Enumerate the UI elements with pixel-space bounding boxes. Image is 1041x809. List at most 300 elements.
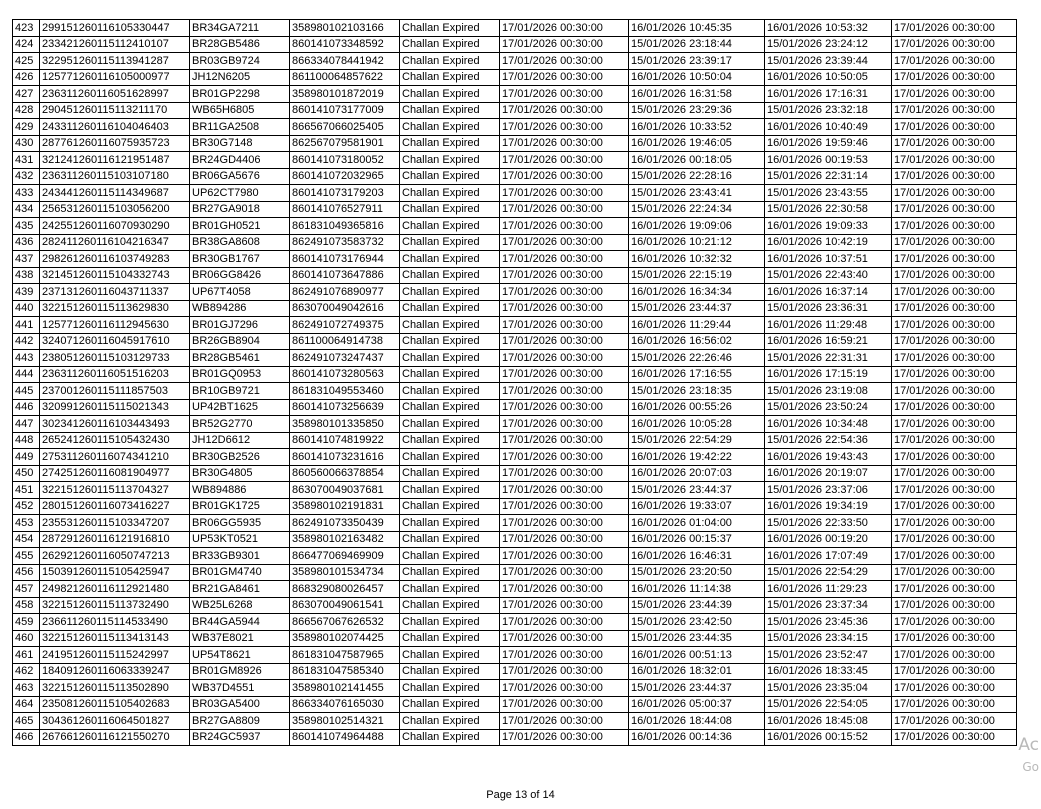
status-cell: Challan Expired	[400, 102, 500, 119]
end-time-cell: 16/01/2026 18:45:08	[765, 713, 892, 730]
start-time-cell: 16/01/2026 10:50:04	[629, 69, 765, 86]
expiry-time-cell: 17/01/2026 00:30:00	[500, 465, 629, 482]
vehicle-number-cell: WB65H6805	[190, 102, 290, 119]
row-number-cell: 428	[13, 102, 40, 119]
status-cell: Challan Expired	[400, 515, 500, 532]
end-time-cell: 16/01/2026 19:09:33	[765, 218, 892, 235]
table-row	[13, 218, 1017, 235]
challan-number-cell: 324071260116045917610	[40, 333, 190, 350]
closed-time-cell: 17/01/2026 00:30:00	[892, 713, 1017, 730]
status-cell: Challan Expired	[400, 53, 500, 70]
end-time-cell: 16/01/2026 19:43:43	[765, 449, 892, 466]
vehicle-number-cell: UP62CT7980	[190, 185, 290, 202]
closed-time-cell: 17/01/2026 00:30:00	[892, 20, 1017, 37]
start-time-cell: 15/01/2026 22:28:16	[629, 168, 765, 185]
device-imei-cell: 860141072032965	[290, 168, 400, 185]
challan-number-cell: 237131260116043711337	[40, 284, 190, 301]
table-row	[13, 432, 1017, 449]
device-imei-cell: 863070049061541	[290, 597, 400, 614]
status-cell: Challan Expired	[400, 20, 500, 37]
vehicle-number-cell: JH12D6612	[190, 432, 290, 449]
start-time-cell: 16/01/2026 16:46:31	[629, 548, 765, 565]
vehicle-number-cell: BR30GB1767	[190, 251, 290, 268]
status-cell: Challan Expired	[400, 498, 500, 515]
closed-time-cell: 17/01/2026 00:30:00	[892, 663, 1017, 680]
status-cell: Challan Expired	[400, 465, 500, 482]
row-number-cell: 427	[13, 86, 40, 103]
closed-time-cell: 17/01/2026 00:30:00	[892, 696, 1017, 713]
status-cell: Challan Expired	[400, 597, 500, 614]
status-cell: Challan Expired	[400, 300, 500, 317]
row-number-cell: 449	[13, 449, 40, 466]
row-number-cell: 457	[13, 581, 40, 598]
end-time-cell: 16/01/2026 17:16:31	[765, 86, 892, 103]
vehicle-number-cell: BR30G7148	[190, 135, 290, 152]
closed-time-cell: 17/01/2026 00:30:00	[892, 102, 1017, 119]
start-time-cell: 15/01/2026 23:44:37	[629, 482, 765, 499]
device-imei-cell: 358980102191831	[290, 498, 400, 515]
expiry-time-cell: 17/01/2026 00:30:00	[500, 366, 629, 383]
end-time-cell: 16/01/2026 11:29:48	[765, 317, 892, 334]
table-row	[13, 102, 1017, 119]
expiry-time-cell: 17/01/2026 00:30:00	[500, 102, 629, 119]
closed-time-cell: 17/01/2026 00:30:00	[892, 168, 1017, 185]
challan-number-cell: 274251260116081904977	[40, 465, 190, 482]
status-cell: Challan Expired	[400, 234, 500, 251]
start-time-cell: 16/01/2026 00:14:36	[629, 729, 765, 746]
challan-number-cell: 243441260115114349687	[40, 185, 190, 202]
status-cell: Challan Expired	[400, 251, 500, 268]
closed-time-cell: 17/01/2026 00:30:00	[892, 251, 1017, 268]
row-number-cell: 455	[13, 548, 40, 565]
expiry-time-cell: 17/01/2026 00:30:00	[500, 86, 629, 103]
device-imei-cell: 860141074964488	[290, 729, 400, 746]
start-time-cell: 16/01/2026 10:33:52	[629, 119, 765, 136]
status-cell: Challan Expired	[400, 36, 500, 53]
start-time-cell: 16/01/2026 18:44:08	[629, 713, 765, 730]
table-row	[13, 564, 1017, 581]
status-cell: Challan Expired	[400, 185, 500, 202]
table-row	[13, 300, 1017, 317]
vehicle-number-cell: BR01GM8926	[190, 663, 290, 680]
expiry-time-cell: 17/01/2026 00:30:00	[500, 119, 629, 136]
row-number-cell: 443	[13, 350, 40, 367]
vehicle-number-cell: UP67T4058	[190, 284, 290, 301]
closed-time-cell: 17/01/2026 00:30:00	[892, 482, 1017, 499]
table-row	[13, 234, 1017, 251]
expiry-time-cell: 17/01/2026 00:30:00	[500, 680, 629, 697]
end-time-cell: 15/01/2026 23:45:36	[765, 614, 892, 631]
status-cell: Challan Expired	[400, 119, 500, 136]
expiry-time-cell: 17/01/2026 00:30:00	[500, 647, 629, 664]
row-number-cell: 438	[13, 267, 40, 284]
start-time-cell: 16/01/2026 16:56:02	[629, 333, 765, 350]
status-cell: Challan Expired	[400, 135, 500, 152]
challan-number-cell: 290451260115113211170	[40, 102, 190, 119]
expiry-time-cell: 17/01/2026 00:30:00	[500, 482, 629, 499]
table-row	[13, 53, 1017, 70]
row-number-cell: 462	[13, 663, 40, 680]
expiry-time-cell: 17/01/2026 00:30:00	[500, 135, 629, 152]
row-number-cell: 437	[13, 251, 40, 268]
device-imei-cell: 862491073350439	[290, 515, 400, 532]
vehicle-number-cell: BR06GG5935	[190, 515, 290, 532]
start-time-cell: 15/01/2026 23:44:39	[629, 597, 765, 614]
device-imei-cell: 861831047585340	[290, 663, 400, 680]
start-time-cell: 15/01/2026 22:54:29	[629, 432, 765, 449]
row-number-cell: 451	[13, 482, 40, 499]
table-row	[13, 515, 1017, 532]
status-cell: Challan Expired	[400, 482, 500, 499]
expiry-time-cell: 17/01/2026 00:30:00	[500, 515, 629, 532]
row-number-cell: 450	[13, 465, 40, 482]
table-row	[13, 366, 1017, 383]
device-imei-cell: 860141073231616	[290, 449, 400, 466]
row-number-cell: 452	[13, 498, 40, 515]
vehicle-number-cell: BR44GA5944	[190, 614, 290, 631]
closed-time-cell: 17/01/2026 00:30:00	[892, 630, 1017, 647]
challan-number-cell: 287761260116075935723	[40, 135, 190, 152]
start-time-cell: 16/01/2026 05:00:37	[629, 696, 765, 713]
start-time-cell: 15/01/2026 23:29:36	[629, 102, 765, 119]
vehicle-number-cell: BR01GM4740	[190, 564, 290, 581]
device-imei-cell: 860141073647886	[290, 267, 400, 284]
expiry-time-cell: 17/01/2026 00:30:00	[500, 20, 629, 37]
challan-number-cell: 267661260116121550270	[40, 729, 190, 746]
vehicle-number-cell: BR24GD4406	[190, 152, 290, 169]
expiry-time-cell: 17/01/2026 00:30:00	[500, 234, 629, 251]
end-time-cell: 15/01/2026 23:52:47	[765, 647, 892, 664]
row-number-cell: 425	[13, 53, 40, 70]
closed-time-cell: 17/01/2026 00:30:00	[892, 416, 1017, 433]
row-number-cell: 439	[13, 284, 40, 301]
challan-number-cell: 275311260116074341210	[40, 449, 190, 466]
challan-number-cell: 265241260115105432430	[40, 432, 190, 449]
vehicle-number-cell: BR01GJ7296	[190, 317, 290, 334]
vehicle-number-cell: BR11GA2508	[190, 119, 290, 136]
row-number-cell: 465	[13, 713, 40, 730]
start-time-cell: 15/01/2026 23:39:17	[629, 53, 765, 70]
row-number-cell: 435	[13, 218, 40, 235]
end-time-cell: 16/01/2026 16:37:14	[765, 284, 892, 301]
challan-number-cell: 249821260116112921480	[40, 581, 190, 598]
table-row	[13, 449, 1017, 466]
challan-number-cell: 280151260116073416227	[40, 498, 190, 515]
row-number-cell: 461	[13, 647, 40, 664]
expiry-time-cell: 17/01/2026 00:30:00	[500, 284, 629, 301]
vehicle-number-cell: WB37E8021	[190, 630, 290, 647]
table-row	[13, 168, 1017, 185]
challan-number-cell: 322151260115113413143	[40, 630, 190, 647]
row-number-cell: 432	[13, 168, 40, 185]
closed-time-cell: 17/01/2026 00:30:00	[892, 581, 1017, 598]
closed-time-cell: 17/01/2026 00:30:00	[892, 498, 1017, 515]
status-cell: Challan Expired	[400, 647, 500, 664]
status-cell: Challan Expired	[400, 564, 500, 581]
row-number-cell: 429	[13, 119, 40, 136]
vehicle-number-cell: BR28GB5486	[190, 36, 290, 53]
expiry-time-cell: 17/01/2026 00:30:00	[500, 350, 629, 367]
end-time-cell: 15/01/2026 22:54:36	[765, 432, 892, 449]
status-cell: Challan Expired	[400, 729, 500, 746]
start-time-cell: 16/01/2026 01:04:00	[629, 515, 765, 532]
table-row	[13, 647, 1017, 664]
row-number-cell: 431	[13, 152, 40, 169]
table-row	[13, 498, 1017, 515]
status-cell: Challan Expired	[400, 614, 500, 631]
device-imei-cell: 860560066378854	[290, 465, 400, 482]
challan-number-cell: 322151260115113732490	[40, 597, 190, 614]
device-imei-cell: 862491073583732	[290, 234, 400, 251]
vehicle-number-cell: BR26GB8904	[190, 333, 290, 350]
challan-number-cell: 243311260116104046403	[40, 119, 190, 136]
challan-number-cell: 256531260115103056200	[40, 201, 190, 218]
status-cell: Challan Expired	[400, 581, 500, 598]
table-row	[13, 680, 1017, 697]
table-row	[13, 185, 1017, 202]
vehicle-number-cell: BR24GC5937	[190, 729, 290, 746]
table-row	[13, 482, 1017, 499]
challan-number-cell: 322951260115113941287	[40, 53, 190, 70]
table-row	[13, 696, 1017, 713]
start-time-cell: 15/01/2026 23:43:41	[629, 185, 765, 202]
row-number-cell: 448	[13, 432, 40, 449]
closed-time-cell: 17/01/2026 00:30:00	[892, 234, 1017, 251]
activation-watermark-line1: Ac	[1018, 735, 1039, 755]
vehicle-number-cell: BR21GA8461	[190, 581, 290, 598]
expiry-time-cell: 17/01/2026 00:30:00	[500, 498, 629, 515]
status-cell: Challan Expired	[400, 317, 500, 334]
start-time-cell: 15/01/2026 23:44:35	[629, 630, 765, 647]
closed-time-cell: 17/01/2026 00:30:00	[892, 432, 1017, 449]
table-row	[13, 729, 1017, 746]
status-cell: Challan Expired	[400, 284, 500, 301]
closed-time-cell: 17/01/2026 00:30:00	[892, 185, 1017, 202]
end-time-cell: 16/01/2026 10:42:19	[765, 234, 892, 251]
closed-time-cell: 17/01/2026 00:30:00	[892, 647, 1017, 664]
end-time-cell: 16/01/2026 19:59:46	[765, 135, 892, 152]
vehicle-number-cell: WB25L6268	[190, 597, 290, 614]
expiry-time-cell: 17/01/2026 00:30:00	[500, 614, 629, 631]
closed-time-cell: 17/01/2026 00:30:00	[892, 53, 1017, 70]
table-row	[13, 20, 1017, 37]
table-row	[13, 86, 1017, 103]
table-row	[13, 416, 1017, 433]
table-row	[13, 581, 1017, 598]
vehicle-number-cell: BR01GP2298	[190, 86, 290, 103]
device-imei-cell: 860141073348592	[290, 36, 400, 53]
closed-time-cell: 17/01/2026 00:30:00	[892, 614, 1017, 631]
table-row	[13, 267, 1017, 284]
vehicle-number-cell: BR27GA8809	[190, 713, 290, 730]
closed-time-cell: 17/01/2026 00:30:00	[892, 152, 1017, 169]
device-imei-cell: 866334076165030	[290, 696, 400, 713]
row-number-cell: 453	[13, 515, 40, 532]
end-time-cell: 16/01/2026 20:19:07	[765, 465, 892, 482]
closed-time-cell: 17/01/2026 00:30:00	[892, 86, 1017, 103]
device-imei-cell: 860141074819922	[290, 432, 400, 449]
device-imei-cell: 868329080026457	[290, 581, 400, 598]
challan-number-cell: 125771260116105000977	[40, 69, 190, 86]
expiry-time-cell: 17/01/2026 00:30:00	[500, 317, 629, 334]
expiry-time-cell: 17/01/2026 00:30:00	[500, 531, 629, 548]
row-number-cell: 423	[13, 20, 40, 37]
closed-time-cell: 17/01/2026 00:30:00	[892, 515, 1017, 532]
status-cell: Challan Expired	[400, 152, 500, 169]
end-time-cell: 16/01/2026 19:34:19	[765, 498, 892, 515]
expiry-time-cell: 17/01/2026 00:30:00	[500, 548, 629, 565]
row-number-cell: 459	[13, 614, 40, 631]
status-cell: Challan Expired	[400, 416, 500, 433]
activation-watermark-line2: Go	[1022, 760, 1039, 774]
challan-number-cell: 299151260116105330447	[40, 20, 190, 37]
status-cell: Challan Expired	[400, 696, 500, 713]
status-cell: Challan Expired	[400, 548, 500, 565]
start-time-cell: 16/01/2026 16:31:58	[629, 86, 765, 103]
challan-table	[12, 19, 1017, 746]
device-imei-cell: 863070049042616	[290, 300, 400, 317]
device-imei-cell: 358980102141455	[290, 680, 400, 697]
expiry-time-cell: 17/01/2026 00:30:00	[500, 185, 629, 202]
status-cell: Challan Expired	[400, 168, 500, 185]
end-time-cell: 16/01/2026 00:15:52	[765, 729, 892, 746]
start-time-cell: 15/01/2026 23:18:44	[629, 36, 765, 53]
challan-number-cell: 235081260115105402683	[40, 696, 190, 713]
row-number-cell: 442	[13, 333, 40, 350]
vehicle-number-cell: BR06GA5676	[190, 168, 290, 185]
device-imei-cell: 358980102074425	[290, 630, 400, 647]
row-number-cell: 446	[13, 399, 40, 416]
vehicle-number-cell: WB894286	[190, 300, 290, 317]
expiry-time-cell: 17/01/2026 00:30:00	[500, 201, 629, 218]
device-imei-cell: 866567067626532	[290, 614, 400, 631]
status-cell: Challan Expired	[400, 663, 500, 680]
start-time-cell: 16/01/2026 18:32:01	[629, 663, 765, 680]
expiry-time-cell: 17/01/2026 00:30:00	[500, 333, 629, 350]
row-number-cell: 433	[13, 185, 40, 202]
closed-time-cell: 17/01/2026 00:30:00	[892, 201, 1017, 218]
device-imei-cell: 866477069469909	[290, 548, 400, 565]
device-imei-cell: 860141073179203	[290, 185, 400, 202]
end-time-cell: 16/01/2026 10:50:05	[765, 69, 892, 86]
row-number-cell: 466	[13, 729, 40, 746]
vehicle-number-cell: UP54T8621	[190, 647, 290, 664]
challan-number-cell: 235531260115103347207	[40, 515, 190, 532]
expiry-time-cell: 17/01/2026 00:30:00	[500, 449, 629, 466]
vehicle-number-cell: BR30GB2526	[190, 449, 290, 466]
expiry-time-cell: 17/01/2026 00:30:00	[500, 300, 629, 317]
table-row	[13, 548, 1017, 565]
closed-time-cell: 17/01/2026 00:30:00	[892, 564, 1017, 581]
table-row	[13, 399, 1017, 416]
end-time-cell: 15/01/2026 22:31:14	[765, 168, 892, 185]
closed-time-cell: 17/01/2026 00:30:00	[892, 680, 1017, 697]
vehicle-number-cell: BR38GA8608	[190, 234, 290, 251]
table-row	[13, 333, 1017, 350]
device-imei-cell: 863070049037681	[290, 482, 400, 499]
device-imei-cell: 358980102163482	[290, 531, 400, 548]
closed-time-cell: 17/01/2026 00:30:00	[892, 267, 1017, 284]
expiry-time-cell: 17/01/2026 00:30:00	[500, 168, 629, 185]
expiry-time-cell: 17/01/2026 00:30:00	[500, 218, 629, 235]
status-cell: Challan Expired	[400, 267, 500, 284]
device-imei-cell: 860141073176944	[290, 251, 400, 268]
closed-time-cell: 17/01/2026 00:30:00	[892, 300, 1017, 317]
end-time-cell: 15/01/2026 22:54:29	[765, 564, 892, 581]
start-time-cell: 15/01/2026 23:44:37	[629, 680, 765, 697]
row-number-cell: 454	[13, 531, 40, 548]
row-number-cell: 458	[13, 597, 40, 614]
table-row	[13, 713, 1017, 730]
table-row	[13, 597, 1017, 614]
device-imei-cell: 358980101872019	[290, 86, 400, 103]
challan-number-cell: 302341260116103443493	[40, 416, 190, 433]
device-imei-cell: 861100064914738	[290, 333, 400, 350]
closed-time-cell: 17/01/2026 00:30:00	[892, 383, 1017, 400]
end-time-cell: 16/01/2026 17:15:19	[765, 366, 892, 383]
start-time-cell: 16/01/2026 10:05:28	[629, 416, 765, 433]
device-imei-cell: 862491073247437	[290, 350, 400, 367]
end-time-cell: 15/01/2026 23:35:04	[765, 680, 892, 697]
end-time-cell: 15/01/2026 23:24:12	[765, 36, 892, 53]
closed-time-cell: 17/01/2026 00:30:00	[892, 366, 1017, 383]
end-time-cell: 16/01/2026 10:37:51	[765, 251, 892, 268]
end-time-cell: 15/01/2026 22:54:05	[765, 696, 892, 713]
start-time-cell: 16/01/2026 19:09:06	[629, 218, 765, 235]
challan-number-cell: 233421260115112410107	[40, 36, 190, 53]
table-row	[13, 284, 1017, 301]
row-number-cell: 460	[13, 630, 40, 647]
challan-number-cell: 287291260116121916810	[40, 531, 190, 548]
expiry-time-cell: 17/01/2026 00:30:00	[500, 564, 629, 581]
start-time-cell: 16/01/2026 19:46:05	[629, 135, 765, 152]
end-time-cell: 15/01/2026 23:50:24	[765, 399, 892, 416]
device-imei-cell: 358980101335850	[290, 416, 400, 433]
vehicle-number-cell: BR01GH0521	[190, 218, 290, 235]
end-time-cell: 15/01/2026 23:32:18	[765, 102, 892, 119]
challan-number-cell: 184091260116063339247	[40, 663, 190, 680]
challan-number-cell: 236611260115114533490	[40, 614, 190, 631]
vehicle-number-cell: BR10GB9721	[190, 383, 290, 400]
challan-number-cell: 237001260115111857503	[40, 383, 190, 400]
device-imei-cell: 862491072749375	[290, 317, 400, 334]
status-cell: Challan Expired	[400, 218, 500, 235]
expiry-time-cell: 17/01/2026 00:30:00	[500, 663, 629, 680]
closed-time-cell: 17/01/2026 00:30:00	[892, 218, 1017, 235]
closed-time-cell: 17/01/2026 00:30:00	[892, 284, 1017, 301]
challan-number-cell: 321451260115104332743	[40, 267, 190, 284]
end-time-cell: 16/01/2026 10:34:48	[765, 416, 892, 433]
challan-number-cell: 236311260115103107180	[40, 168, 190, 185]
table-row	[13, 350, 1017, 367]
challan-number-cell: 304361260116064501827	[40, 713, 190, 730]
start-time-cell: 15/01/2026 23:42:50	[629, 614, 765, 631]
challan-number-cell: 322151260115113502890	[40, 680, 190, 697]
row-number-cell: 441	[13, 317, 40, 334]
expiry-time-cell: 17/01/2026 00:30:00	[500, 630, 629, 647]
device-imei-cell: 861100064857622	[290, 69, 400, 86]
expiry-time-cell: 17/01/2026 00:30:00	[500, 399, 629, 416]
vehicle-number-cell: UP42BT1625	[190, 399, 290, 416]
start-time-cell: 16/01/2026 11:29:44	[629, 317, 765, 334]
row-number-cell: 447	[13, 416, 40, 433]
status-cell: Challan Expired	[400, 531, 500, 548]
row-number-cell: 463	[13, 680, 40, 697]
device-imei-cell: 860141076527911	[290, 201, 400, 218]
device-imei-cell: 866334078441942	[290, 53, 400, 70]
end-time-cell: 16/01/2026 11:29:23	[765, 581, 892, 598]
status-cell: Challan Expired	[400, 713, 500, 730]
